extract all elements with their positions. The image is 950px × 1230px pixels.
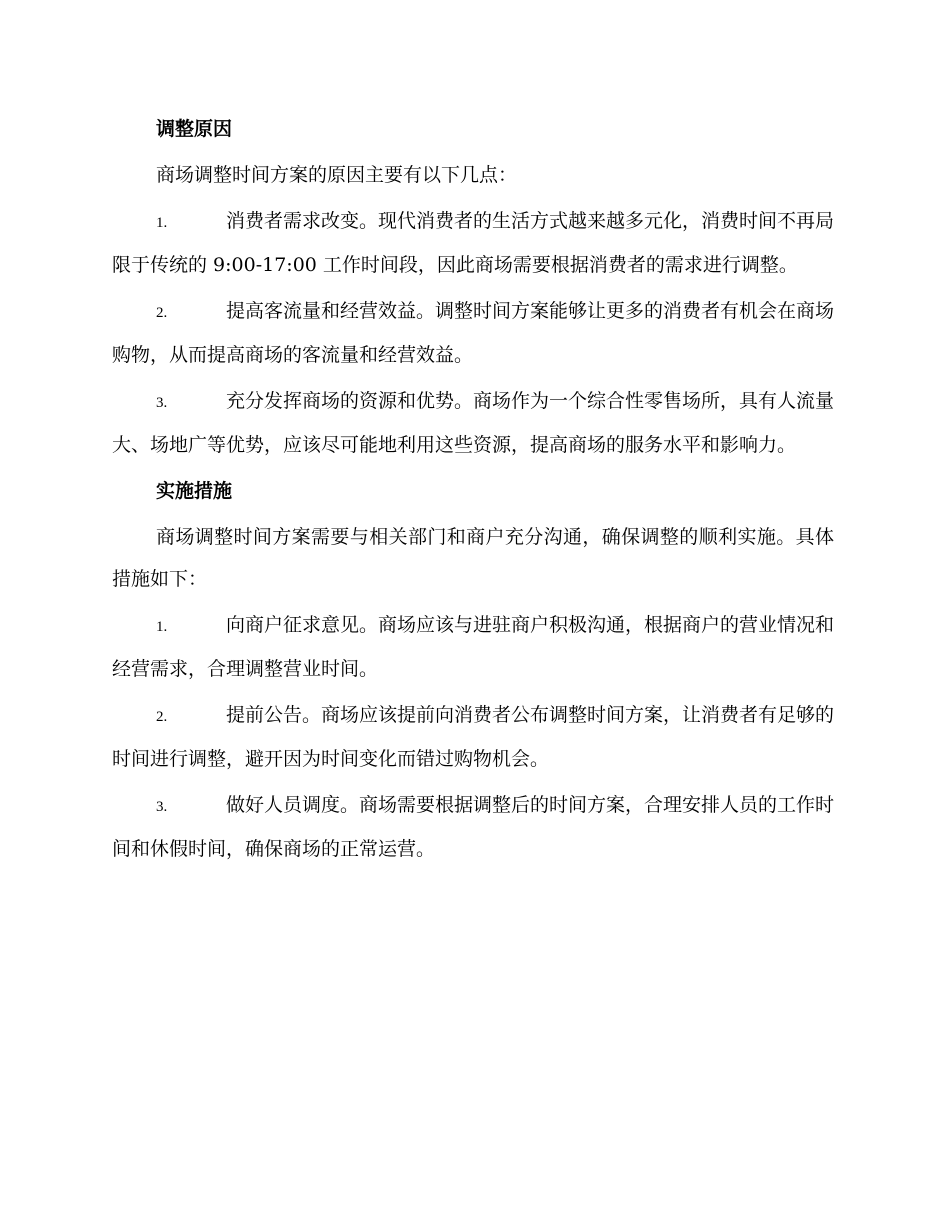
document-page	[112, 108, 834, 874]
list-item	[112, 784, 834, 870]
list-item-text: 向商户征求意见。商场应该与进驻商户积极沟通，根据商户的营业情况和经营需求，合理调整营业时间。	[112, 614, 835, 680]
list-item-text: 做好人员调度。商场需要根据调整后的时间方案，合理安排人员的工作时间和休假时间，确保商场的正常运营。	[112, 794, 835, 860]
list-item	[112, 604, 834, 690]
section-intro-measures: 商场调整时间方案需要与相关部门和商户充分沟通，确保调整的顺利实施。具体措施如下：	[112, 526, 834, 590]
list-item-number: 1.	[156, 215, 168, 231]
list-item	[112, 380, 834, 466]
list-item-number: 2.	[156, 709, 168, 725]
list-item	[112, 200, 834, 286]
list-item-text: 提高客流量和经营效益。调整时间方案能够让更多的消费者有机会在商场购物，从而提高商场的客流量和经营效益。	[112, 300, 835, 366]
list-item	[112, 694, 834, 780]
section-heading-reasons: 调整原因	[156, 118, 233, 140]
list-item-text: 充分发挥商场的资源和优势。商场作为一个综合性零售场所，具有人流量大、场地广等优势，应该尽可能地利用这些资源，提高商场的服务水平和影响力。	[112, 390, 835, 456]
list-item-text: 提前公告。商场应该提前向消费者公布调整时间方案，让消费者有足够的时间进行调整，避开因为时间变化而错过购物机会。	[112, 704, 835, 770]
list-item-number: 3.	[156, 799, 168, 815]
section-intro-reasons: 商场调整时间方案的原因主要有以下几点：	[156, 164, 518, 186]
list-item-number: 1.	[156, 619, 168, 635]
list-item-number: 2.	[156, 305, 168, 321]
list-item-text: 消费者需求改变。现代消费者的生活方式越来越多元化，消费时间不再局限于传统的 9:00-17:00 工作时间段，因此商场需要根据消费者的需求进行调整。	[112, 210, 835, 276]
section-heading-measures: 实施措施	[156, 480, 233, 502]
list-item	[112, 290, 834, 376]
list-item-number: 3.	[156, 395, 168, 411]
